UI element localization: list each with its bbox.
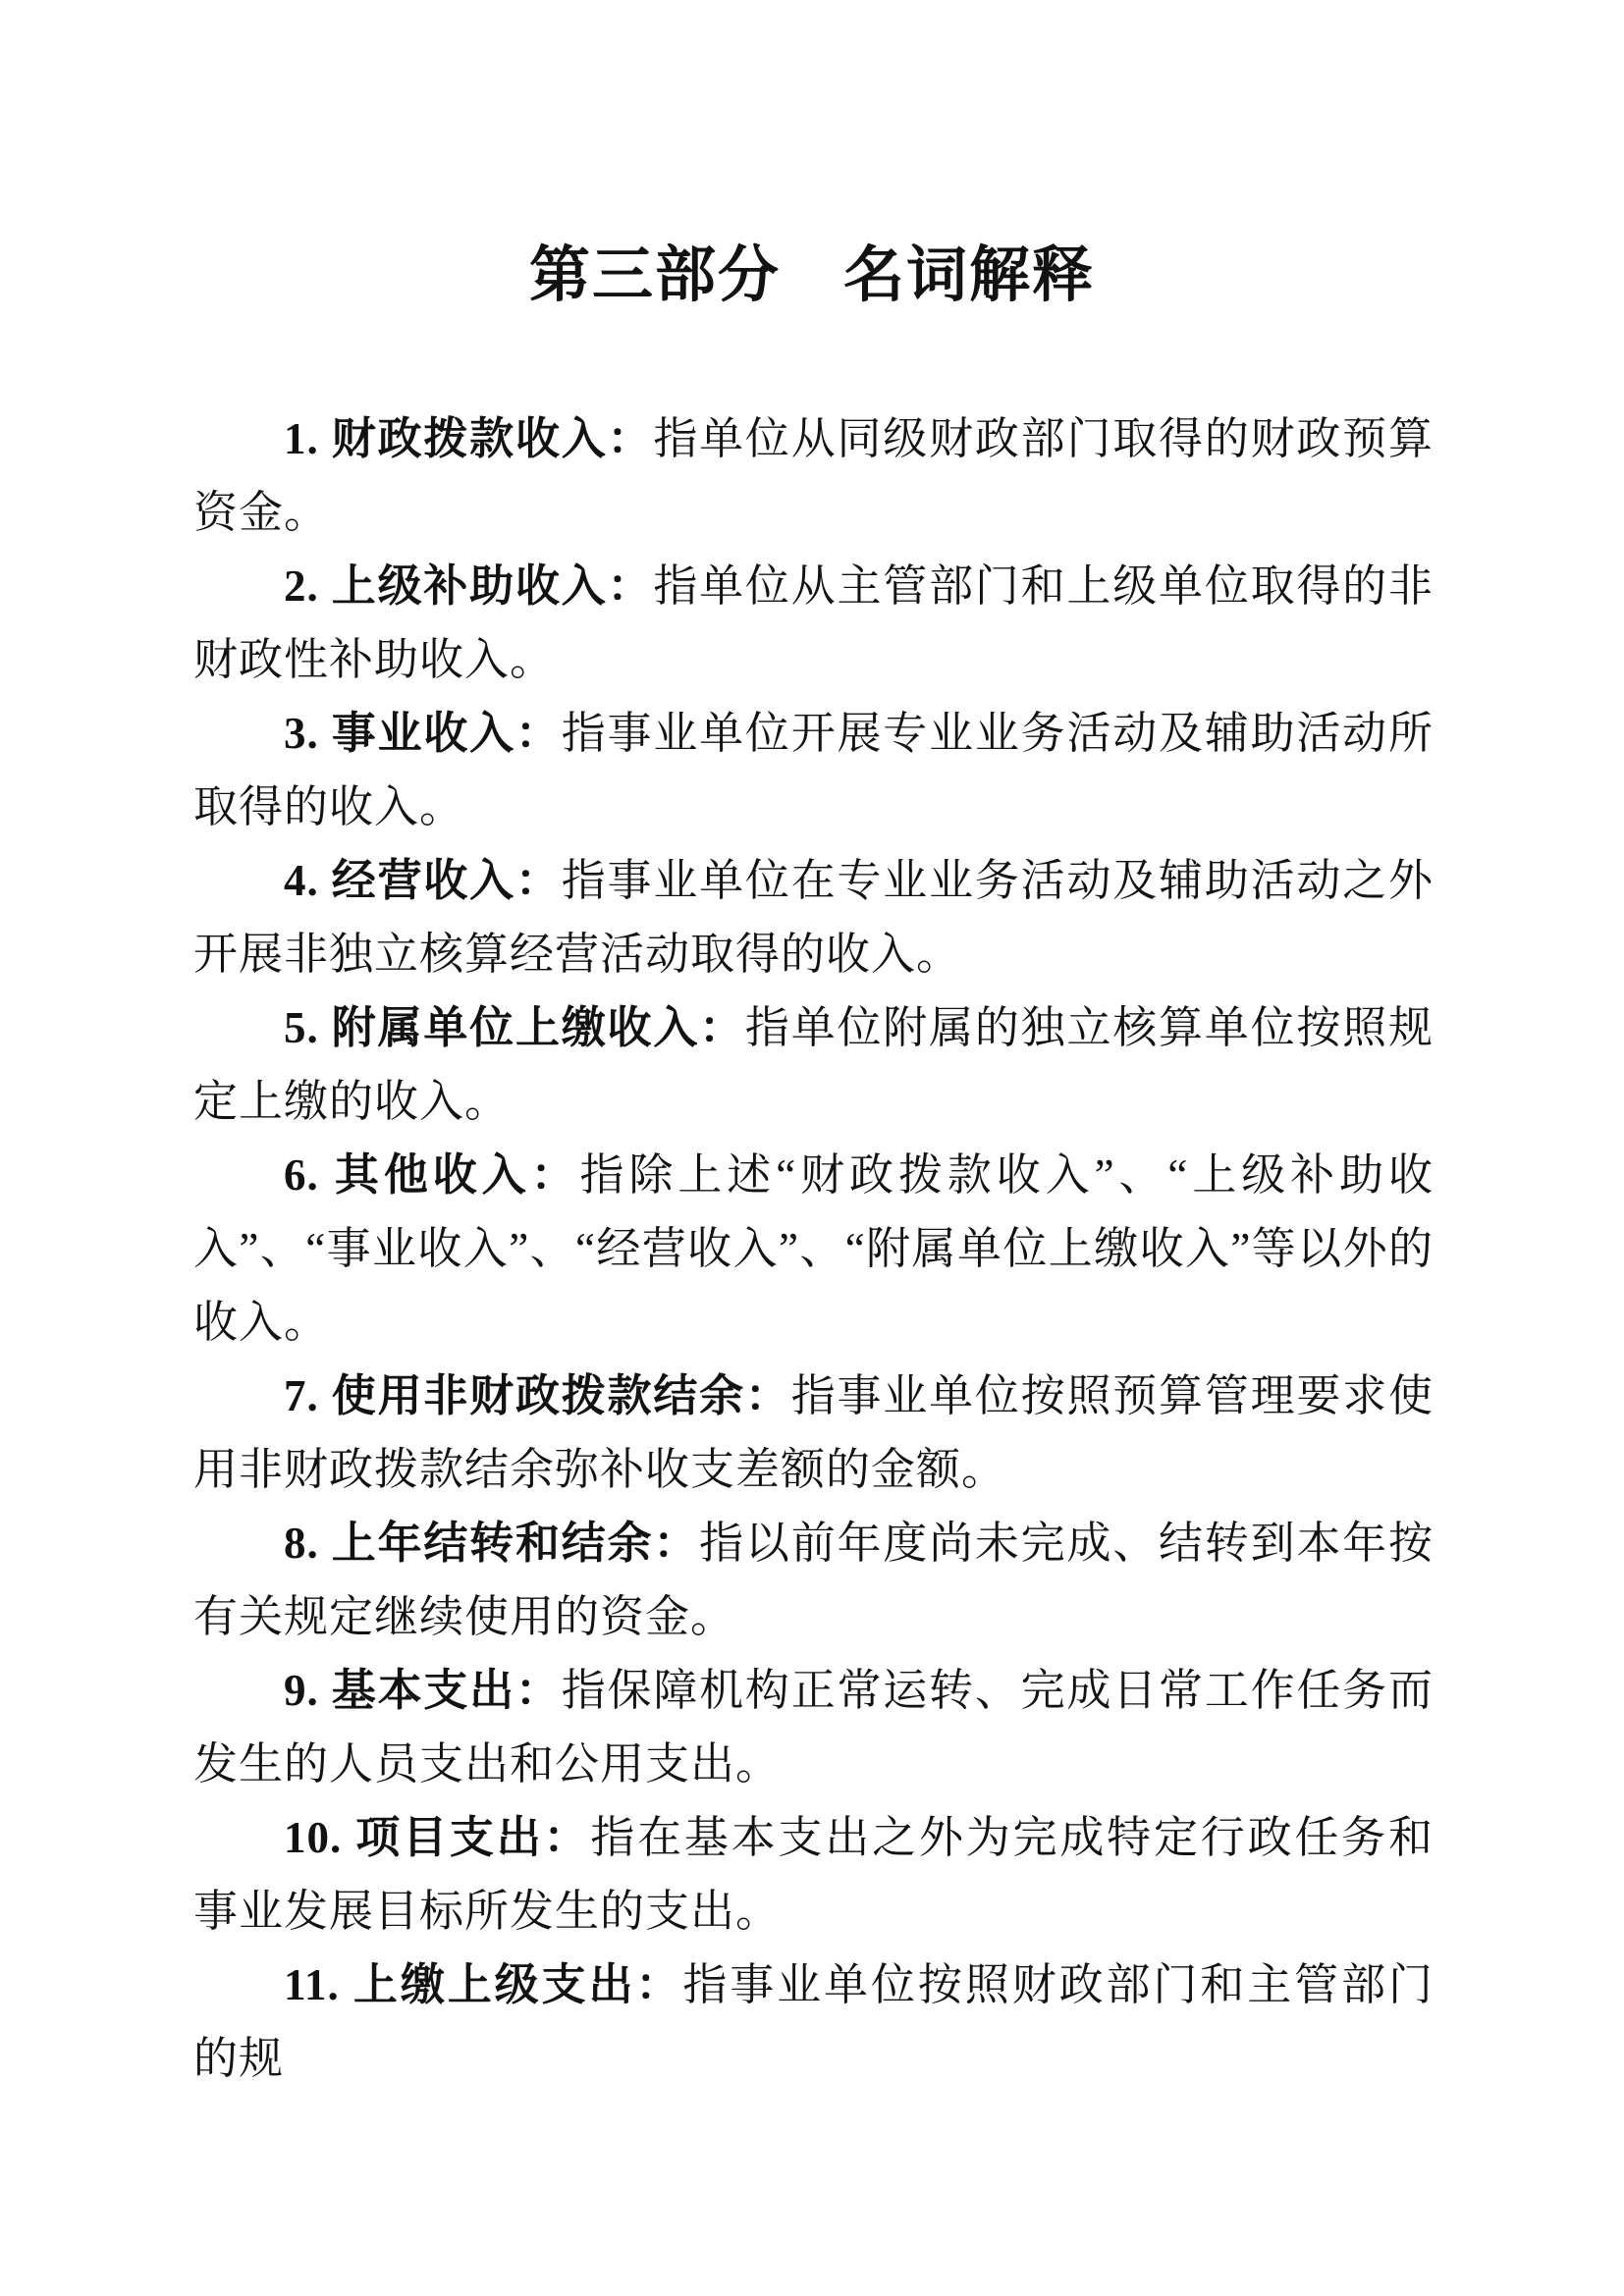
item-term: 3. 事业收入：	[284, 709, 562, 758]
item-definition: 指事业单位按照财政部门和主管部门的规	[193, 1960, 1434, 2083]
item-term: 11. 上缴上级支出：	[284, 1960, 683, 2009]
definition-item-10	[193, 1801, 1434, 1949]
item-definition: 指保障机构正常运转、完成日常工作任务而发生的人员支出和公用支出。	[193, 1666, 1434, 1789]
glossary-body	[193, 402, 1434, 2096]
definition-item-4	[193, 844, 1434, 991]
definition-item-8	[193, 1507, 1434, 1654]
item-definition: 指事业单位按照预算管理要求使用非财政拨款结余弥补收支差额的金额。	[193, 1371, 1434, 1494]
definition-item-1	[193, 402, 1434, 550]
item-definition: 指事业单位开展专业业务活动及辅助活动所取得的收入。	[193, 709, 1434, 831]
item-definition: 指单位附属的独立核算单位按照规定上缴的收入。	[193, 1003, 1434, 1126]
item-term: 4. 经营收入：	[284, 856, 562, 905]
definition-item-2	[193, 550, 1434, 697]
definition-item-7	[193, 1360, 1434, 1507]
item-term: 6. 其他收入：	[284, 1150, 580, 1200]
item-definition: 指事业单位在专业业务活动及辅助活动之外开展非独立核算经营活动取得的收入。	[193, 856, 1434, 979]
item-term: 5. 附属单位上缴收入：	[284, 1003, 745, 1052]
item-definition: 指以前年度尚未完成、结转到本年按有关规定继续使用的资金。	[193, 1519, 1434, 1641]
item-term: 10. 项目支出：	[284, 1813, 591, 1862]
page-title: 第三部分 名词解释	[528, 242, 1095, 309]
item-definition: 指单位从主管部门和上级单位取得的非财政性补助收入。	[193, 561, 1434, 684]
definition-item-3	[193, 697, 1434, 844]
definition-item-5	[193, 991, 1434, 1139]
item-term: 7. 使用非财政拨款结余：	[284, 1371, 791, 1420]
item-term: 1. 财政拨款收入：	[284, 414, 654, 463]
item-definition: 指单位从同级财政部门取得的财政预算资金。	[193, 414, 1434, 537]
item-definition: 指除上述“财政拨款收入”、“上级补助收入”、“事业收入”、“经营收入”、“附属单位上缴收入”等以外的收入。	[193, 1150, 1434, 1347]
item-definition: 指在基本支出之外为完成特定行政任务和事业发展目标所发生的支出。	[193, 1813, 1434, 1936]
item-term: 2. 上级补助收入：	[284, 561, 654, 611]
item-term: 9. 基本支出：	[284, 1666, 562, 1715]
definition-item-9	[193, 1654, 1434, 1801]
item-term: 8. 上年结转和结余：	[284, 1519, 700, 1568]
definition-item-6	[193, 1139, 1434, 1360]
definition-item-11	[193, 1949, 1434, 2096]
